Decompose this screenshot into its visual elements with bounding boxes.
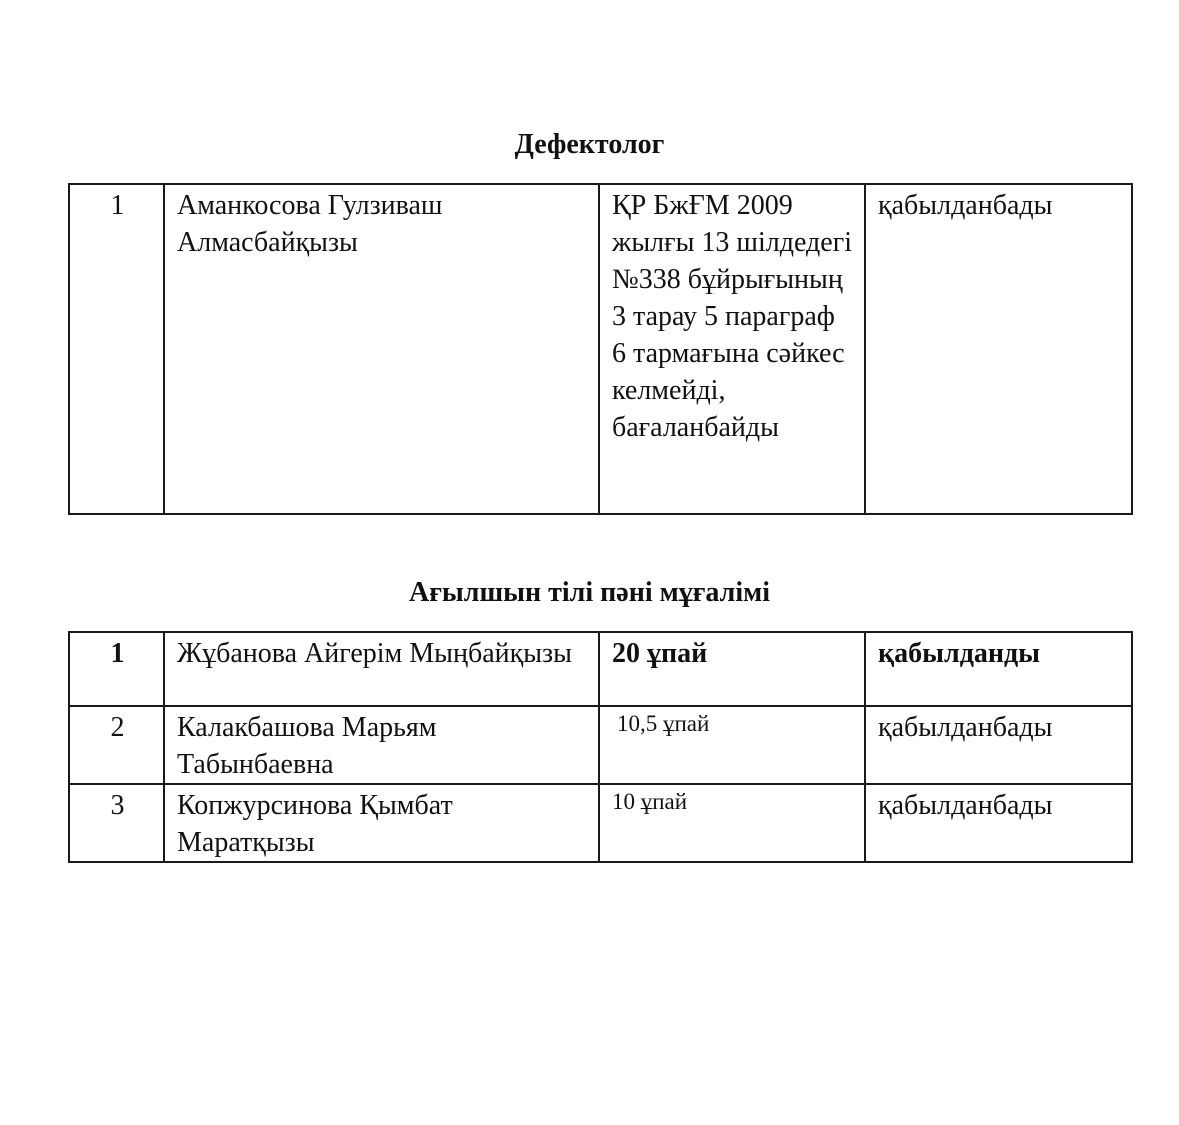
row-number: 1 bbox=[69, 632, 164, 706]
row-number: 3 bbox=[69, 784, 164, 862]
table-row bbox=[69, 784, 1132, 862]
table-row bbox=[69, 706, 1132, 784]
candidate-name: Жұбанова Айгерім Мыңбайқызы bbox=[164, 632, 599, 706]
decision-status: қабылданды bbox=[865, 632, 1132, 706]
evaluation-result: 20 ұпай bbox=[599, 632, 865, 706]
decision-status: қабылданбады bbox=[865, 784, 1132, 862]
evaluation-result: 10,5 ұпай bbox=[599, 706, 865, 784]
candidate-name: Копжурсинова Қымбат Маратқызы bbox=[164, 784, 599, 862]
evaluation-result: 10 ұпай bbox=[599, 784, 865, 862]
candidate-name: Калакбашова Марьям Табынбаевна bbox=[164, 706, 599, 784]
english-teacher-table bbox=[68, 631, 1133, 863]
evaluation-result: ҚР БжҒМ 2009 жылғы 13 шілдедегі №338 бұйрығының 3 тарау 5 параграф 6 тармағына сәйкес келмейді, бағаланбайды bbox=[599, 184, 865, 514]
table-row bbox=[69, 184, 1132, 514]
candidate-name: Аманкосова Гулзиваш Алмасбайқызы bbox=[164, 184, 599, 514]
section-title-defectologist: Дефектолог bbox=[514, 129, 665, 160]
decision-status: қабылданбады bbox=[865, 706, 1132, 784]
section-title-english-teacher: Ағылшын тілі пәні мұғалімі bbox=[408, 577, 770, 608]
row-number: 2 bbox=[69, 706, 164, 784]
table-row bbox=[69, 632, 1132, 706]
decision-status: қабылданбады bbox=[865, 184, 1132, 514]
row-number: 1 bbox=[69, 184, 164, 514]
defectologist-table bbox=[68, 183, 1133, 515]
